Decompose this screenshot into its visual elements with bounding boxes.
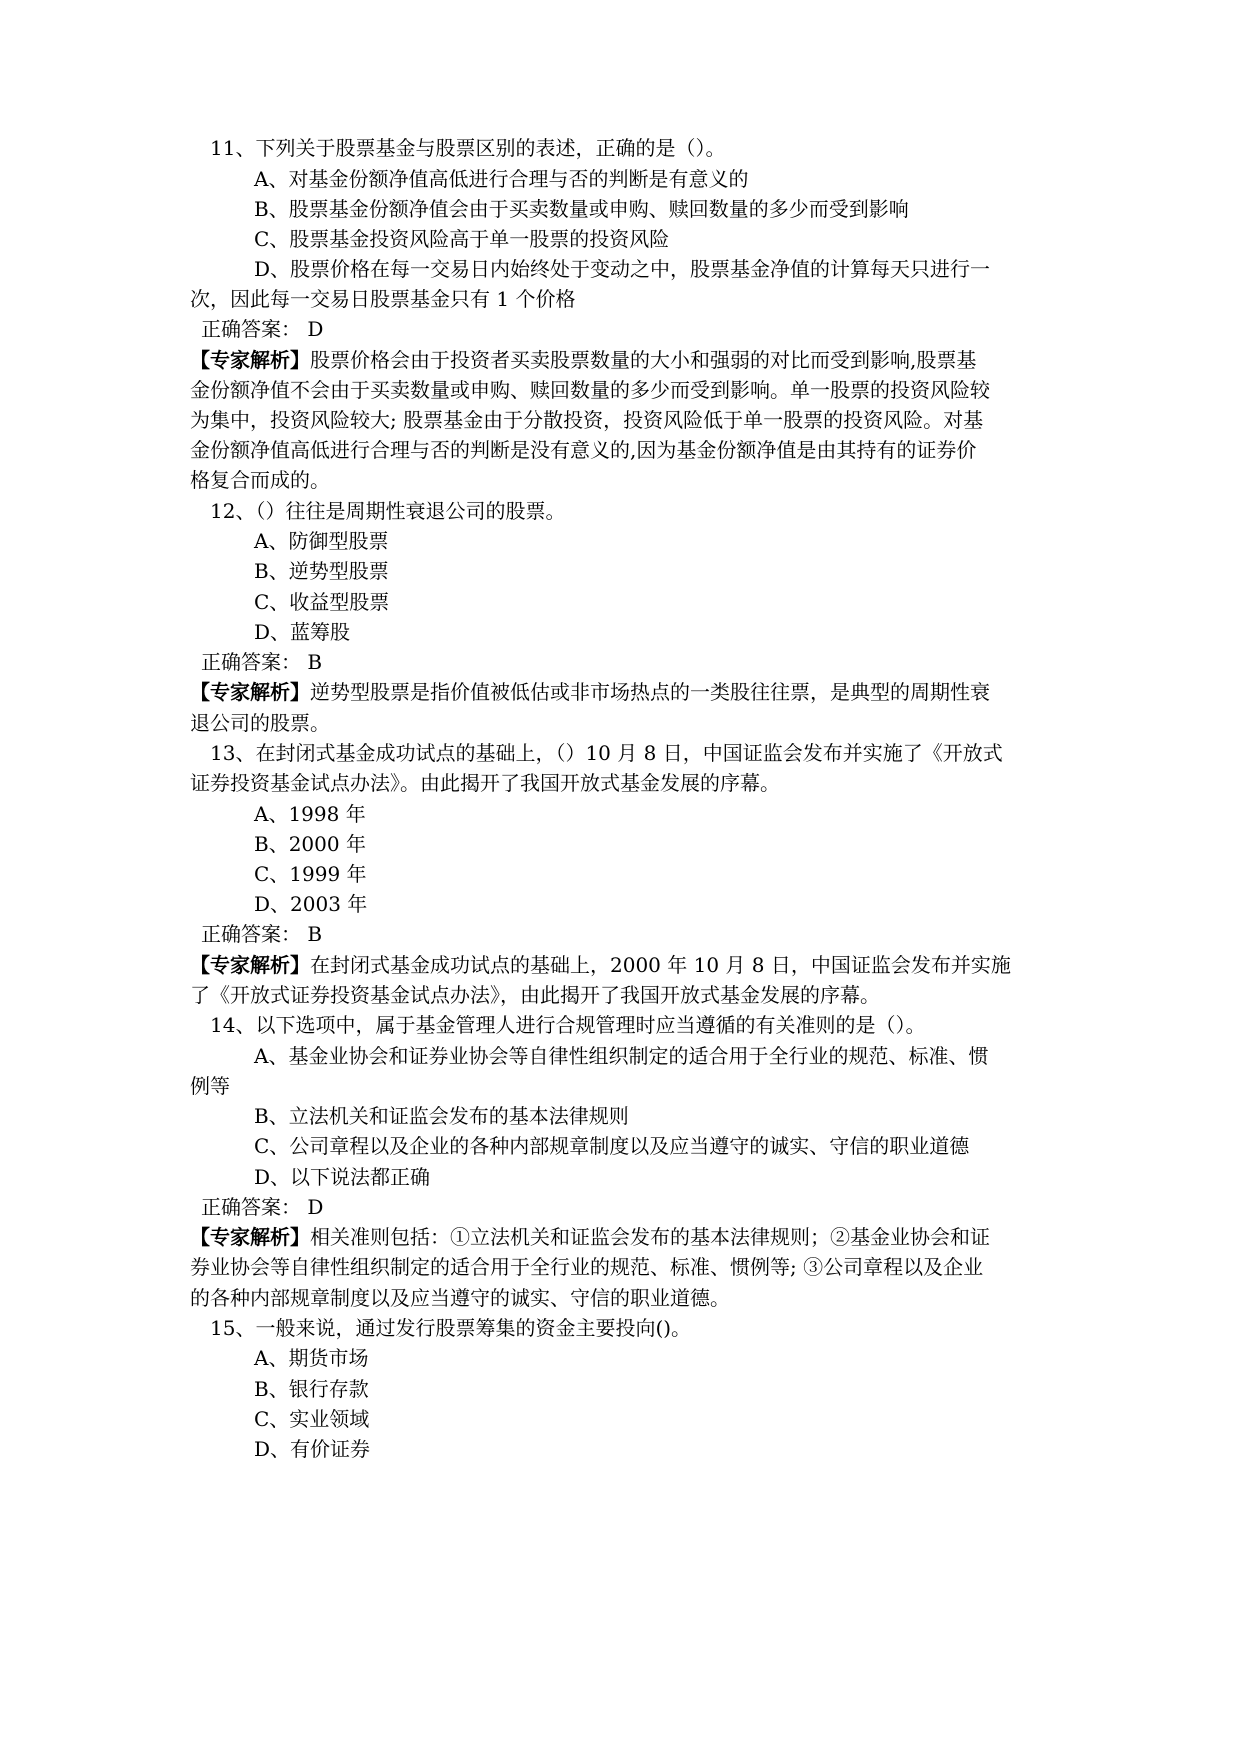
correct-answer: 正确答案： B [201,650,323,674]
option: D、以下说法都正确 [254,1165,431,1189]
question-stem: 15、一般来说，通过发行股票筹集的资金主要投向()。 [210,1316,692,1340]
correct-answer: 正确答案： D [201,1195,324,1219]
analysis-text: 在封闭式基金成功试点的基础上，2000 年 10 月 8 日，中国证监会发布并实施 [310,953,1011,977]
analysis-text: 相关准则包括：①立法机关和证监会发布的基本法律规则；②基金业协会和证 [310,1225,990,1249]
question-stem: 11、下列关于股票基金与股票区别的表述，正确的是（）。 [210,136,726,160]
question-stem-continuation: 证券投资基金试点办法》。由此揭开了我国开放式基金发展的序幕。 [190,771,780,795]
option: A、期货市场 [254,1346,369,1370]
option: C、收益型股票 [254,590,390,614]
question-stem: 12、（）往往是周期性衰退公司的股票。 [210,499,566,523]
analysis-line [190,953,1011,977]
analysis-text: 股票价格会由于投资者买卖股票数量的大小和强弱的对比而受到影响,股票基 [310,348,977,372]
option: A、基金业协会和证券业协会等自律性组织制定的适合用于全行业的规范、标准、惯 [254,1044,989,1068]
option: D、2003 年 [254,892,368,916]
correct-answer: 正确答案： D [201,317,324,341]
analysis-line: 金份额净值高低进行合理与否的判断是没有意义的,因为基金份额净值是由其持有的证券价 [190,438,977,462]
analysis-line: 的各种内部规章制度以及应当遵守的诚实、守信的职业道德。 [190,1286,730,1310]
option: D、股票价格在每一交易日内始终处于变动之中，股票基金净值的计算每天只进行一 [254,257,991,281]
option: B、股票基金份额净值会由于买卖数量或申购、赎回数量的多少而受到影响 [254,197,909,221]
option: C、实业领域 [254,1407,370,1431]
analysis-line [190,1225,990,1249]
option: A、对基金份额净值高低进行合理与否的判断是有意义的 [254,167,749,191]
analysis-line: 格复合而成的。 [190,468,330,492]
analysis-line [190,680,990,704]
option: B、2000 年 [254,832,366,856]
analysis-label: 【专家解析】 [190,348,310,372]
option: D、蓝筹股 [254,620,351,644]
analysis-line: 券业协会等自律性组织制定的适合用于全行业的规范、标准、惯例等; ③公司章程以及企业 [190,1255,984,1279]
option-continuation: 例等 [190,1074,230,1098]
option: A、防御型股票 [254,529,389,553]
option: C、1999 年 [254,862,367,886]
analysis-label: 【专家解析】 [190,680,310,704]
option-continuation: 次，因此每一交易日股票基金只有 1 个价格 [190,287,576,311]
analysis-label: 【专家解析】 [190,953,310,977]
option: B、立法机关和证监会发布的基本法律规则 [254,1104,629,1128]
option: C、股票基金投资风险高于单一股票的投资风险 [254,227,670,251]
analysis-line [190,348,976,372]
question-stem: 14、以下选项中，属于基金管理人进行合规管理时应当遵循的有关准则的是（）。 [210,1013,926,1037]
analysis-line: 金份额净值不会由于买卖数量或申购、赎回数量的多少而受到影响。单一股票的投资风险较 [190,378,990,402]
analysis-label: 【专家解析】 [190,1225,310,1249]
option: B、逆势型股票 [254,559,389,583]
analysis-line: 了《开放式证券投资基金试点办法》，由此揭开了我国开放式基金发展的序幕。 [190,983,880,1007]
analysis-text: 逆势型股票是指价值被低估或非市场热点的一类股往往票，是典型的周期性衰 [310,680,990,704]
question-stem: 13、在封闭式基金成功试点的基础上，（）10 月 8 日，中国证监会发布并实施了《开放式 [210,741,1003,765]
option: C、公司章程以及企业的各种内部规章制度以及应当遵守的诚实、守信的职业道德 [254,1134,970,1158]
option: D、有价证券 [254,1437,371,1461]
analysis-line: 为集中，投资风险较大; 股票基金由于分散投资，投资风险低于单一股票的投资风险。对基 [190,408,984,432]
correct-answer: 正确答案： B [201,922,323,946]
option: A、1998 年 [254,802,366,826]
option: B、银行存款 [254,1377,369,1401]
analysis-line: 退公司的股票。 [190,711,330,735]
